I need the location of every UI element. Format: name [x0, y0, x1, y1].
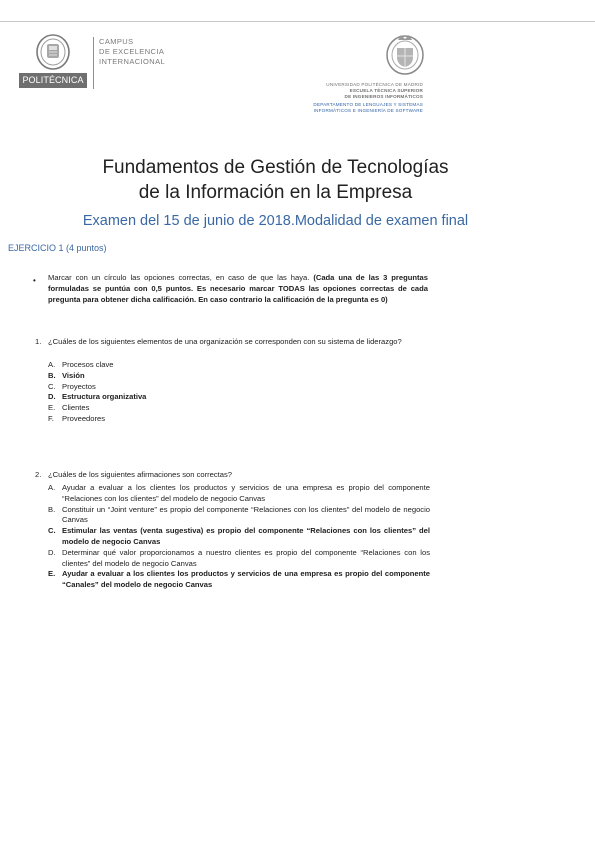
- instructions: [48, 273, 428, 305]
- option-letter: A.: [48, 483, 56, 492]
- option-a[interactable]: [48, 483, 430, 505]
- option-text: Determinar qué valor proporcionamos a nuestro clientes es propio del componente “Relaciones con los clientes” del modelo de negocio Canvas: [62, 547, 430, 568]
- option-f[interactable]: [48, 414, 146, 425]
- option-text: Proveedores: [62, 413, 106, 423]
- campus-line: CAMPUS: [99, 37, 134, 46]
- instruction-scoring-text: (Cada una de las 3 preguntas formuladas se puntúa con 0,5 puntos. Es necesario marcar TODAS las opciones correctas de cada pregunta para obtener dicha calificación. En caso contrario la calificación de la pregunta es 0): [48, 273, 428, 304]
- option-letter: E.: [48, 403, 56, 413]
- exam-subtitle: Examen del 15 de junio de 2018.Modalidad de examen final: [82, 213, 469, 229]
- option-text: Visión: [62, 370, 85, 380]
- institution-line: ESCUELA TÉCNICA SUPERIOR: [349, 88, 423, 94]
- option-c[interactable]: [48, 526, 430, 548]
- option-b[interactable]: [48, 505, 430, 527]
- option-e[interactable]: [48, 569, 430, 591]
- bullet-icon: •: [33, 276, 36, 285]
- option-text: Constituir un “Joint venture” es propio del componente “Relaciones con los clientes” del modelo de negocio Canvas: [62, 504, 430, 525]
- document-title-line-1: Fundamentos de Gestión de Tecnologías: [102, 157, 449, 178]
- option-letter: C.: [48, 526, 56, 536]
- option-text: Ayudar a evaluar a los clientes los productos y servicios de una empresa es propio del componente “Relaciones con los clientes” del modelo de negocio Canvas: [62, 483, 430, 503]
- instruction-text: Marcar con un círculo las opciones correctas, en caso de que las haya.: [48, 273, 314, 282]
- upm-logo-text: POLITÉCNICA: [19, 73, 87, 88]
- option-b[interactable]: [48, 371, 146, 382]
- option-letter: E.: [48, 569, 56, 579]
- option-letter: D.: [48, 547, 56, 557]
- campus-line: DE EXCELENCIA: [99, 47, 165, 56]
- option-text: Ayudar a evaluar a los clientes los productos y servicios de una empresa es propio del componente “Canales” del modelo de negocio Canvas: [62, 569, 430, 590]
- option-text: Estimular las ventas (venta sugestiva) es propio del componente “Relaciones con los clientes” del modelo de negocio Canvas: [62, 526, 430, 546]
- option-text: Proyectos: [62, 381, 96, 391]
- exercise-heading: EJERCICIO 1 (4 puntos): [8, 243, 107, 253]
- question-2-options: [48, 483, 430, 591]
- etsi-seal-icon: [384, 32, 426, 76]
- option-c[interactable]: [48, 382, 146, 393]
- institution-line: UNIVERSIDAD POLITÉCNICA DE MADRID: [326, 82, 423, 87]
- option-letter: A.: [48, 360, 56, 369]
- department-line: INFORMÁTICOS E INGENIERÍA DE SOFTWARE: [313, 107, 423, 113]
- question-1-text: ¿Cuáles de los siguientes elementos de una organización se corresponden con su sistema de liderazgo?: [48, 337, 402, 346]
- document-title-line-2: de la Información en la Empresa: [138, 182, 413, 203]
- option-a[interactable]: [48, 360, 146, 371]
- question-number: 1.: [35, 337, 42, 346]
- option-letter: B.: [48, 370, 56, 380]
- option-letter: D.: [48, 392, 56, 402]
- option-text: Estructura organizativa: [62, 392, 147, 402]
- option-text: Procesos clave: [62, 360, 114, 369]
- campus-line: INTERNACIONAL: [99, 57, 166, 66]
- option-letter: B.: [48, 504, 56, 514]
- campus-excelencia-logo: [93, 37, 165, 89]
- question-1-options: [48, 360, 146, 425]
- option-d[interactable]: [48, 548, 430, 570]
- upm-seal-icon: [35, 33, 71, 71]
- department-line: DEPARTAMENTO DE LENGUAJES Y SISTEMAS: [313, 101, 423, 107]
- question-2-text: ¿Cuáles de los siguientes afirmaciones son correctas?: [48, 470, 233, 479]
- question-number: 2.: [35, 470, 42, 479]
- institution-block: [263, 82, 423, 114]
- option-letter: C.: [48, 381, 56, 391]
- option-d[interactable]: [48, 392, 146, 403]
- option-text: Clientes: [62, 403, 90, 413]
- option-e[interactable]: [48, 403, 146, 414]
- option-letter: F.: [48, 413, 54, 423]
- page-top-border: [0, 21, 595, 22]
- institution-line: DE INGENIEROS INFORMÁTICOS: [344, 94, 423, 100]
